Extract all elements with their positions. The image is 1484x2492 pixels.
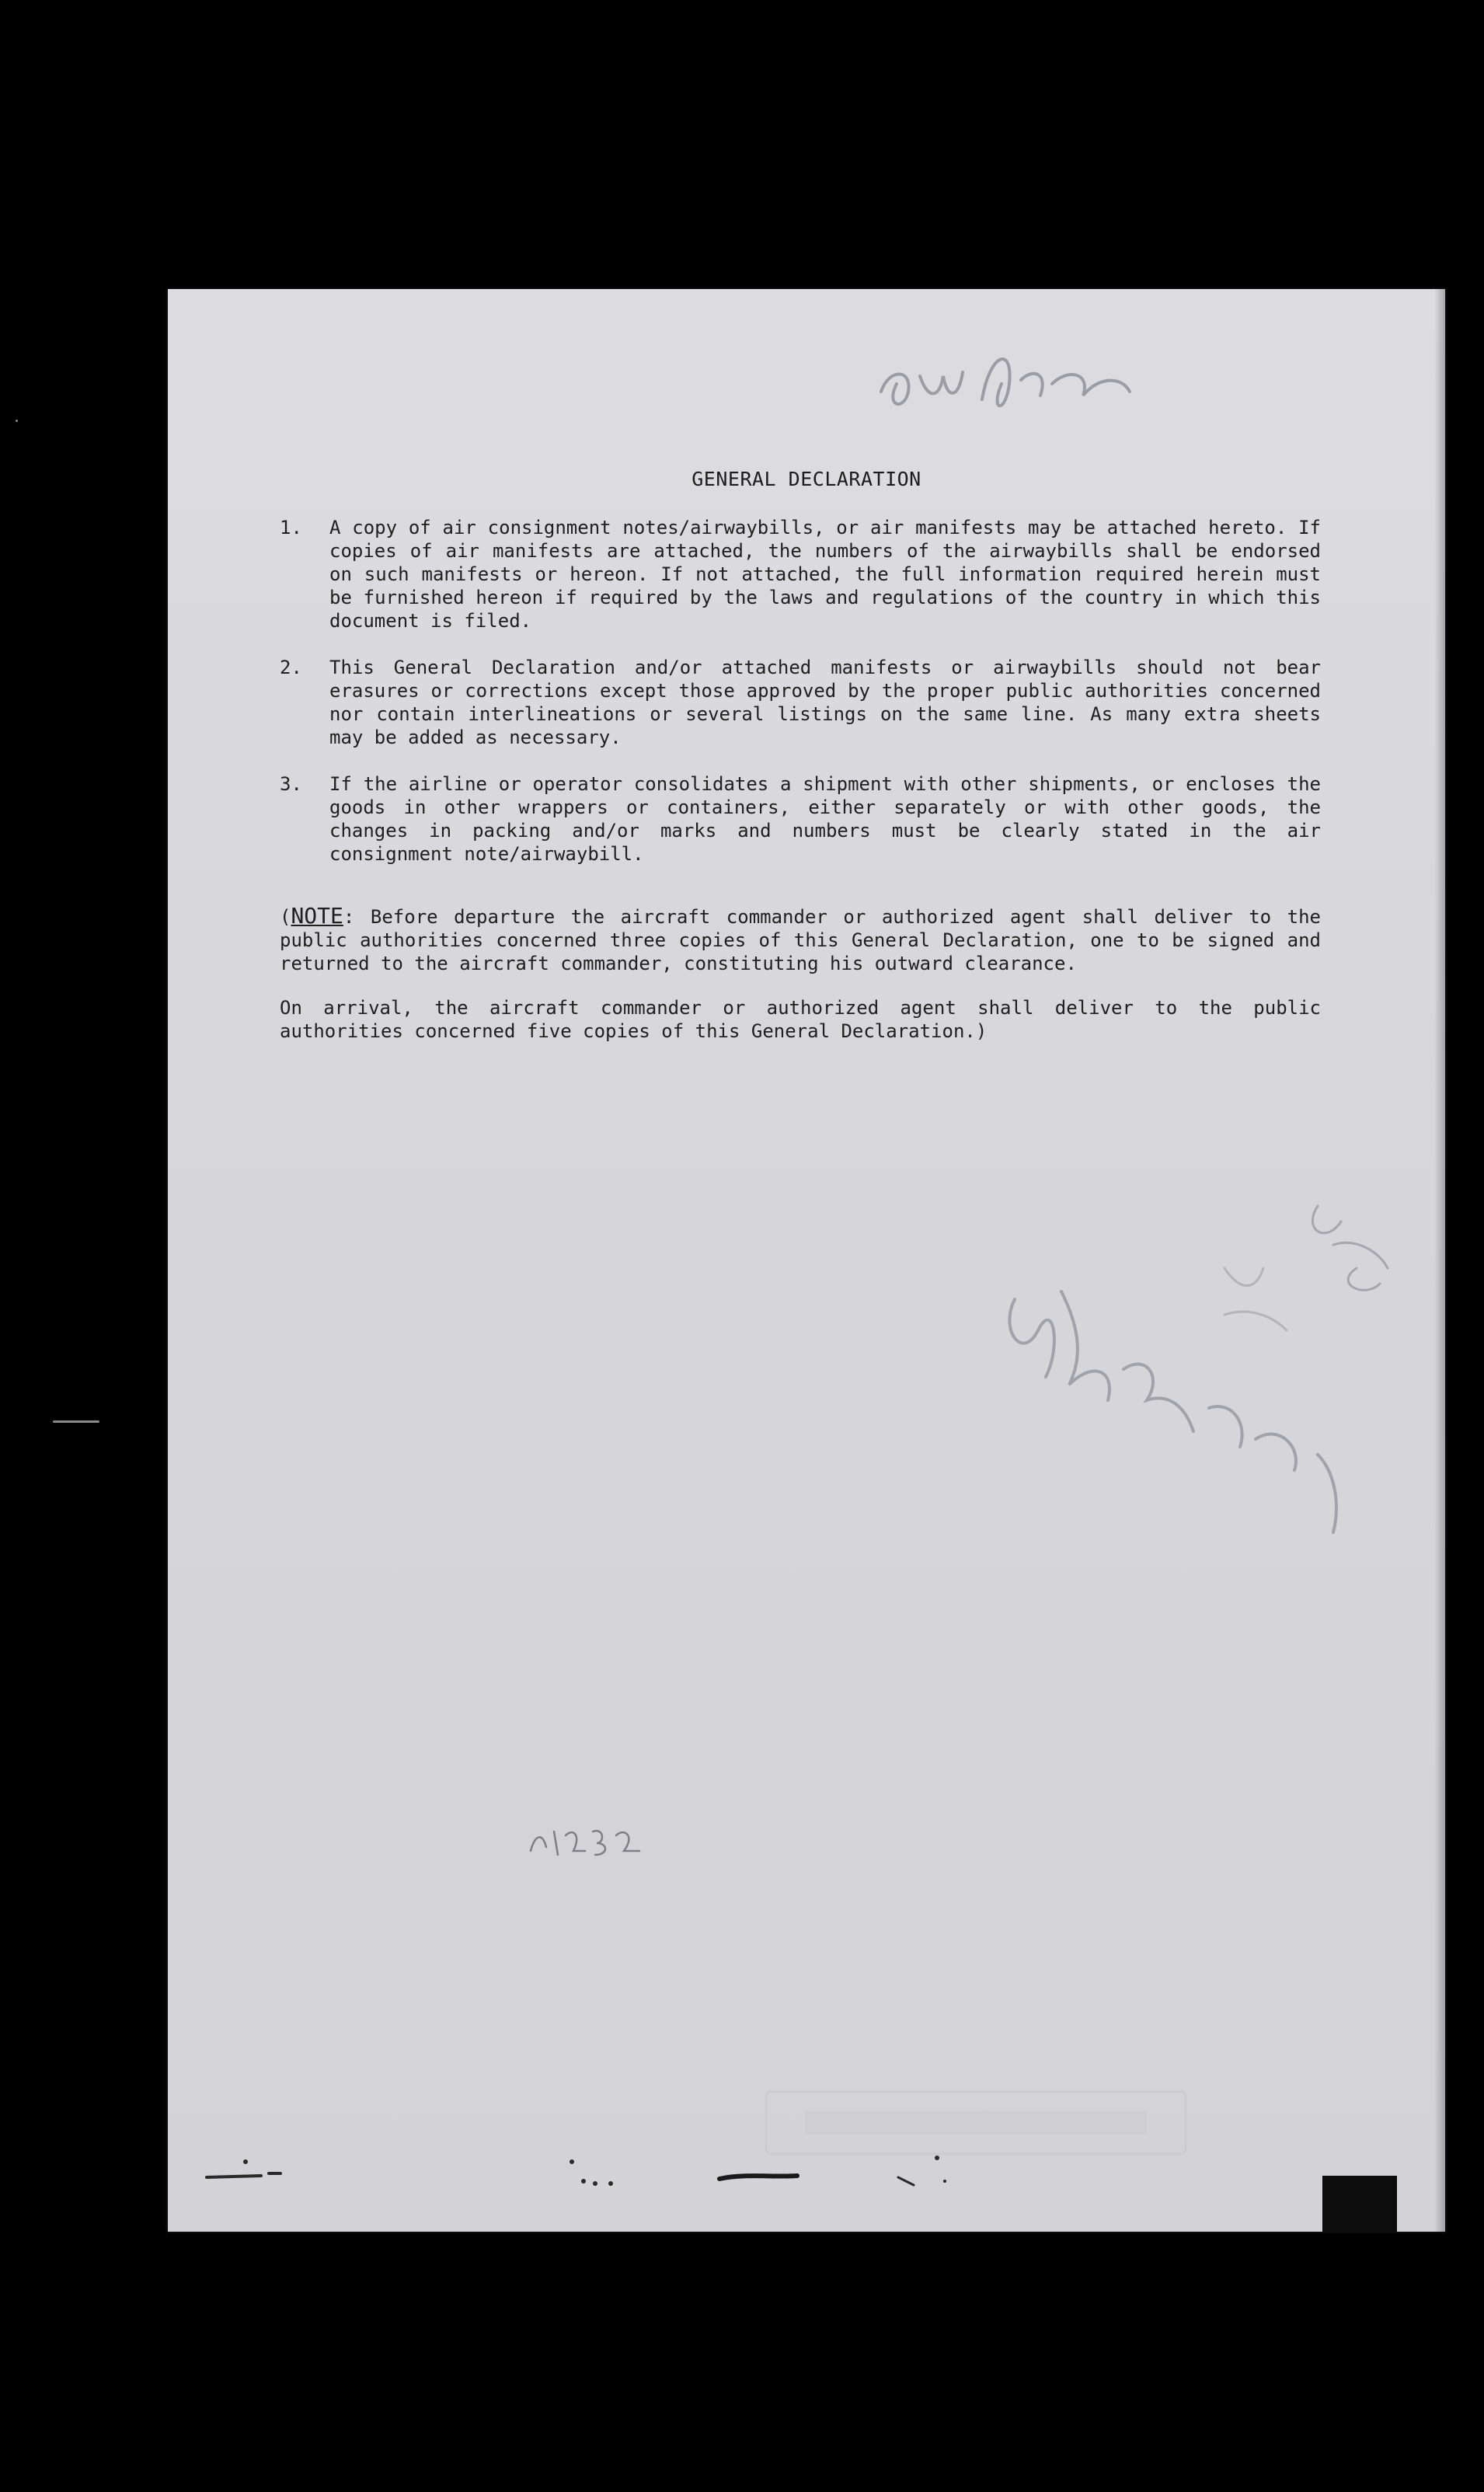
- scan-speck: [53, 1420, 99, 1423]
- declaration-items: [280, 516, 1321, 889]
- document-page: [168, 289, 1445, 2232]
- list-item: [280, 516, 1321, 633]
- scan-marks-bottom: [168, 2138, 1256, 2201]
- item-number: 3.: [280, 773, 302, 795]
- item-number: 2.: [280, 657, 302, 678]
- handwritten-scribble-top: [866, 337, 1145, 430]
- item-text: This General Declaration and/or attached manifests or airwaybills should not bear erasures or corrections except those approved by the proper public authorities concerned nor contain interlineations or several listings on the same line. As many extra sheets may be added as necessary.: [329, 657, 1321, 748]
- note-open-paren: (: [280, 906, 291, 928]
- note-arrival: On arrival, the aircraft commander or authorized agent shall deliver to the public authorities concerned five copies of this General Declaration.): [280, 997, 1321, 1042]
- black-scan-block: [1322, 2176, 1397, 2232]
- pencil-mark: [527, 1820, 643, 1859]
- document-title: GENERAL DECLARATION: [691, 468, 921, 490]
- note-text: Before departure the aircraft commander or authorized agent shall deliver to the public authorities concerned three copies of this General Declaration, one to be signed and returned to the aircraft commander, constituting his outward clearance.: [280, 906, 1321, 974]
- list-item: [280, 656, 1321, 749]
- item-number: 1.: [280, 517, 302, 538]
- note-label: NOTE: [291, 903, 343, 929]
- item-text: If the airline or operator consolidates a shipment with other shipments, or encloses the goods in other wrappers or containers, either separately or with other goods, the changes in packing and/or marks and numbers must be clearly stated in the air consignment note/airwaybill.: [329, 773, 1321, 865]
- item-text: A copy of air consignment notes/airwaybills, or air manifests may be attached hereto. If copies of air manifests are attached, the numbers of the airwaybills shall be endorsed on such manifests or hereon. If not attached, the full information required herein must be furnished hereon if required by the laws and regulations of the country in which this document is filed.: [329, 517, 1321, 632]
- list-item: [280, 772, 1321, 866]
- handwritten-signature: [991, 1175, 1395, 1548]
- scan-speck: [16, 420, 18, 422]
- note-departure: [280, 904, 1321, 975]
- note-colon: :: [343, 906, 355, 928]
